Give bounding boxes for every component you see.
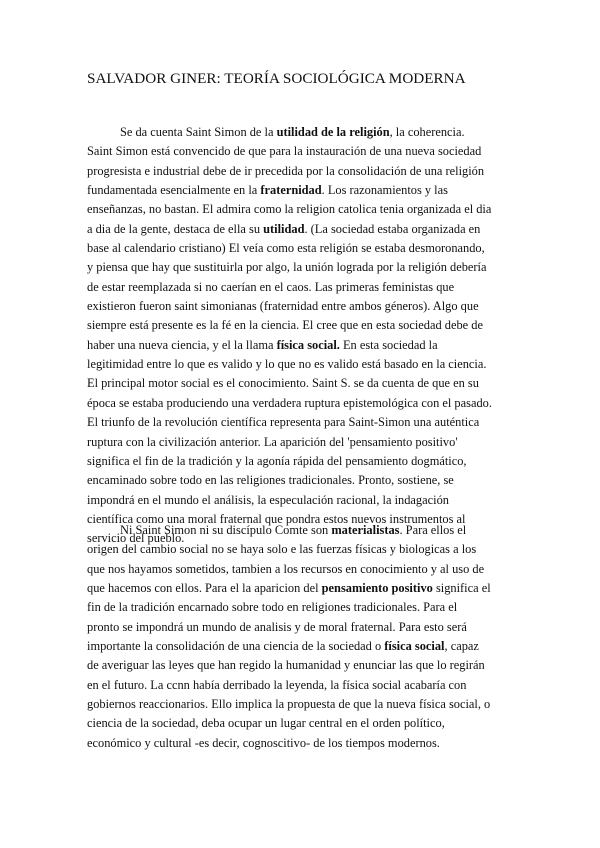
- text-run: Se da cuenta Saint Simon de la: [120, 125, 277, 139]
- text-run: . Los razonamientos y las: [321, 183, 448, 198]
- text-run: en el futuro. La ccnn había derribado la leyenda, la física social acabaría con: [87, 677, 467, 692]
- text-line: [87, 278, 515, 297]
- text-run: y piensa que hay que sustituirla por algo, la unión lograda por la religión debería: [87, 260, 487, 275]
- text-line: [87, 162, 515, 181]
- text-line: [87, 181, 515, 200]
- text-line: [87, 540, 515, 559]
- text-run: de estar reemplazada si no caerían en el caos. Las primeras feministas que: [87, 279, 455, 294]
- text-run: . Para ellos el: [399, 523, 467, 537]
- text-line: [87, 452, 515, 471]
- text-run: que nos hayamos sometidos, tambien a los recursos en conocimiento y al uso de: [87, 561, 485, 576]
- text-line: [87, 433, 515, 452]
- text-line: [87, 676, 515, 695]
- text-run: gobiernos reaccionarios. Ello implica la propuesta de que la nueva física social, o: [87, 697, 491, 712]
- text-run: que hacemos con ellos. Para el la aparicion del: [87, 581, 322, 596]
- text-run: , la coherencia.: [389, 125, 465, 139]
- text-line: [87, 714, 515, 733]
- bold-term: física social.: [276, 337, 340, 352]
- text-line: [87, 297, 515, 316]
- text-run: Saint Simon está convencido de que para la instauración de una nueva sociedad: [87, 144, 482, 159]
- text-run: enseñanzas, no bastan. El admira como la religion catolica tenia organizada el dia: [87, 202, 492, 217]
- bold-term: fraternidad: [260, 183, 322, 198]
- text-run: servicio del pueblo.: [87, 531, 185, 546]
- text-line: [87, 734, 515, 753]
- text-run: importante la consolidación de una ciencia de la sociedad o: [87, 639, 385, 654]
- text-run: científica como una moral fraternal que pondra estos nuevos instrumentos al: [87, 511, 466, 526]
- bold-term: materialistas: [331, 523, 400, 537]
- paragraph-2: [87, 521, 515, 753]
- text-line: [87, 471, 515, 490]
- text-run: siempre está presente es la fé en la ciencia. El cree que en esta sociedad debe de: [87, 318, 483, 333]
- text-run: El principal motor social es el conocimiento. Saint S. se da cuenta de que en su: [87, 376, 479, 391]
- text-run: ciencia de la sociedad, deba ocupar un lugar central en el orden político,: [87, 716, 445, 731]
- text-line: [87, 316, 515, 335]
- text-line: [87, 258, 515, 277]
- text-line: [87, 142, 515, 161]
- text-run: pronto se impondrá un mundo de analisis y de moral fraternal. Para esto será: [87, 619, 467, 634]
- text-run: encaminado sobre todo en las religiones tradicionales. Pronto, sostiene, se: [87, 473, 454, 488]
- text-line: [87, 336, 515, 355]
- text-line: [87, 560, 515, 579]
- text-run: , capaz: [444, 639, 479, 654]
- text-line: [87, 123, 515, 142]
- text-run: ruptura con la civilización anterior. La aparición del 'pensamiento positivo': [87, 434, 458, 449]
- text-run: fundamentada esencialmente en la: [87, 183, 261, 198]
- text-run: a dia de la gente, destaca de ella su: [87, 221, 264, 236]
- bold-term: pensamiento positivo: [321, 581, 433, 596]
- text-line: [87, 413, 515, 432]
- text-line: [87, 695, 515, 714]
- text-line: [87, 239, 515, 258]
- text-line: [87, 579, 515, 598]
- text-line: [87, 491, 515, 510]
- text-line: [87, 637, 515, 656]
- text-line: [87, 355, 515, 374]
- text-run: origen del cambio social no se haya solo e las fuerzas físicas y biologicas a los: [87, 542, 477, 557]
- bold-term: física social: [384, 639, 445, 654]
- text-run: haber una nueva ciencia, y el la llama: [87, 337, 277, 352]
- text-line: [87, 618, 515, 637]
- document-title: SALVADOR GINER: TEORÍA SOCIOLÓGICA MODERNA: [87, 70, 466, 87]
- text-run: económico y cultural -es decir, cognoscitivo- de los tiempos modernos.: [87, 735, 440, 750]
- text-run: existieron fueron saint simonianas (fraternidad entre ambos géneros). Algo que: [87, 299, 479, 314]
- text-line: [87, 220, 515, 239]
- text-run: En esta sociedad la: [339, 337, 438, 352]
- text-run: significa el fin de la tradición y la agonía rápida del pensamiento dogmático,: [87, 453, 467, 468]
- text-run: El triunfo de la revolución científica representa para Saint-Simon una auténtica: [87, 415, 480, 430]
- text-run: Ni Saint Simon ni su discípulo Comte son: [120, 523, 332, 537]
- text-line: [87, 521, 515, 540]
- text-run: progresista e industrial debe de ir precedida por la consolidación de una religión: [87, 163, 485, 178]
- text-line: [87, 394, 515, 413]
- text-run: fin de la tradición encarnado sobre todo en religiones tradicionales. Para el: [87, 600, 458, 615]
- paragraph-1: [87, 123, 515, 549]
- bold-term: utilidad: [263, 221, 305, 236]
- text-run: significa el: [432, 581, 491, 596]
- text-line: [87, 598, 515, 617]
- text-run: legitimidad entre lo que es valido y lo que no es valido está basado en la ciencia.: [87, 357, 487, 372]
- text-run: época se estaba produciendo una verdadera ruptura epistemológica con el pasado.: [87, 395, 492, 410]
- bold-term: utilidad de la religión: [276, 125, 390, 139]
- text-run: de averiguar las leyes que han regido la humanidad y enunciar las que lo regirán: [87, 658, 485, 673]
- text-line: [87, 200, 515, 219]
- text-run: . (La sociedad estaba organizada en: [304, 221, 481, 236]
- text-run: base al calendario cristiano) El veía como esta religión se estaba desmoronando,: [87, 241, 485, 256]
- text-line: [87, 656, 515, 675]
- text-line: [87, 374, 515, 393]
- text-run: impondrá en el mundo el análisis, la especulación racional, la indagación: [87, 492, 449, 507]
